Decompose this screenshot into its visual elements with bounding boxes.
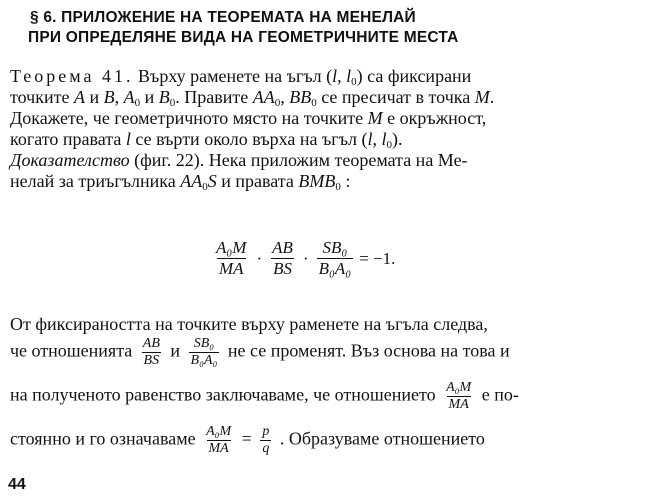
denominator: q xyxy=(262,441,270,456)
numerator: p xyxy=(262,424,270,439)
denominator: BS xyxy=(143,353,160,368)
fraction-ab-bs xyxy=(270,238,295,279)
fraction-p-q xyxy=(260,424,271,457)
theorem-label: Теорема 41. xyxy=(10,66,134,86)
body-line-4: стоянно и го означаваме $\frac{\text{A₀M}}{MA}$ = $\frac{p}{q}$ . Образуваме отношението xyxy=(10,424,485,456)
proof-text: нелай за триъгълника xyxy=(10,171,176,191)
body-text: . Образуваме отношението xyxy=(279,428,485,449)
fraction-a0m-ma-inline xyxy=(444,380,473,413)
numerator: AB xyxy=(272,238,293,257)
menelaus-formula: $\frac{\text{A₀M}}{MA}$ · $\frac{AB}{BS}$ · $\frac{\text{SB₀}}{\text{B₀A₀}}$ = −1. xyxy=(216,238,396,278)
section-heading xyxy=(30,8,458,48)
theorem-line-4: когато правата l се върти около върха на ъгъл (l, $l_0$). xyxy=(10,129,403,151)
body-text: е по- xyxy=(481,384,519,405)
fraction-sb0-b0a0 xyxy=(317,238,354,279)
formula-result: = −1. xyxy=(359,248,396,268)
fraction-a0m-ma xyxy=(214,238,248,279)
numerator: SB₀ xyxy=(193,336,215,351)
denominator: B₀A₀ xyxy=(318,259,352,278)
numerator: AB xyxy=(142,336,160,351)
body-text: и xyxy=(170,340,181,361)
denominator: MA xyxy=(208,441,229,456)
theorem-text: е окръжност, xyxy=(387,108,487,128)
denominator: MA xyxy=(448,397,469,412)
theorem-text: Върху раменете на ъгъл ( xyxy=(138,66,333,86)
heading-line-1: § 6. ПРИЛОЖЕНИЕ НА ТЕОРЕМАТА НА МЕНЕЛАЙ xyxy=(30,9,416,26)
theorem-line-3: Докажете, че геометричното място на точките M е окръжност, xyxy=(10,108,487,128)
proof-text: и правата xyxy=(221,171,294,191)
denominator: MA xyxy=(218,259,244,278)
theorem-paragraph xyxy=(10,66,666,192)
fraction-ab-bs-inline xyxy=(141,336,162,369)
theorem-text: точките xyxy=(10,87,70,107)
theorem-text: и xyxy=(144,87,155,107)
theorem-text: се върти около върха на ъгъл ( xyxy=(135,129,368,149)
numerator: SB₀ xyxy=(322,238,348,257)
fraction-a0m-ma-inline xyxy=(204,424,233,457)
heading-line-2: ПРИ ОПРЕДЕЛЯНЕ ВИДА НА ГЕОМЕТРИЧНИТЕ МЕСТА xyxy=(28,29,459,46)
body-text: на полученото равенство заключаваме, че отношението xyxy=(10,384,436,405)
numerator: A₀M xyxy=(206,424,232,439)
body-text: не се променят. Въз основа на това и xyxy=(227,340,510,361)
fraction-sb0-b0a0-inline xyxy=(189,336,220,369)
theorem-line-2: точките A и B, $A_0$ и $B_0$. Правите $AA_0$, $BB_0$ се пресичат в точка M. xyxy=(10,87,495,109)
body-line-1: От фиксираността на точките върху раменете на ъгъла следва, xyxy=(10,314,488,334)
proof-text: (фиг. 22). Нека приложим теоремата на Ме- xyxy=(134,150,468,170)
theorem-text: Докажете, че геометричното място на точките xyxy=(10,108,364,128)
theorem-text: ) са фиксирани xyxy=(356,66,472,86)
body-text: стоянно и го означаваме xyxy=(10,428,196,449)
theorem-text: се пресичат в точка xyxy=(321,87,471,107)
denominator: B₀A₀ xyxy=(190,353,218,368)
denominator: BS xyxy=(273,259,292,278)
proof-label: Доказателство xyxy=(10,150,130,170)
theorem-text: когато правата xyxy=(10,129,122,149)
numerator: A₀M xyxy=(216,238,247,257)
body-line-2 xyxy=(10,336,510,369)
theorem-line-1: Теорема 41. Върху раменете на ъгъл (l, $l_0$) са фиксирани xyxy=(10,66,472,88)
theorem-text: Правите xyxy=(184,87,249,107)
page-number: 44 xyxy=(8,476,26,493)
proof-line-1 xyxy=(10,150,666,171)
numerator: A₀M xyxy=(446,380,472,395)
proof-line-2: нелай за триъгълника $AA_0S$ и правата $BMB_0$ : xyxy=(10,171,351,193)
body-text: че отношенията xyxy=(10,340,133,361)
body-line-3 xyxy=(10,380,519,413)
theorem-text: и xyxy=(89,87,100,107)
